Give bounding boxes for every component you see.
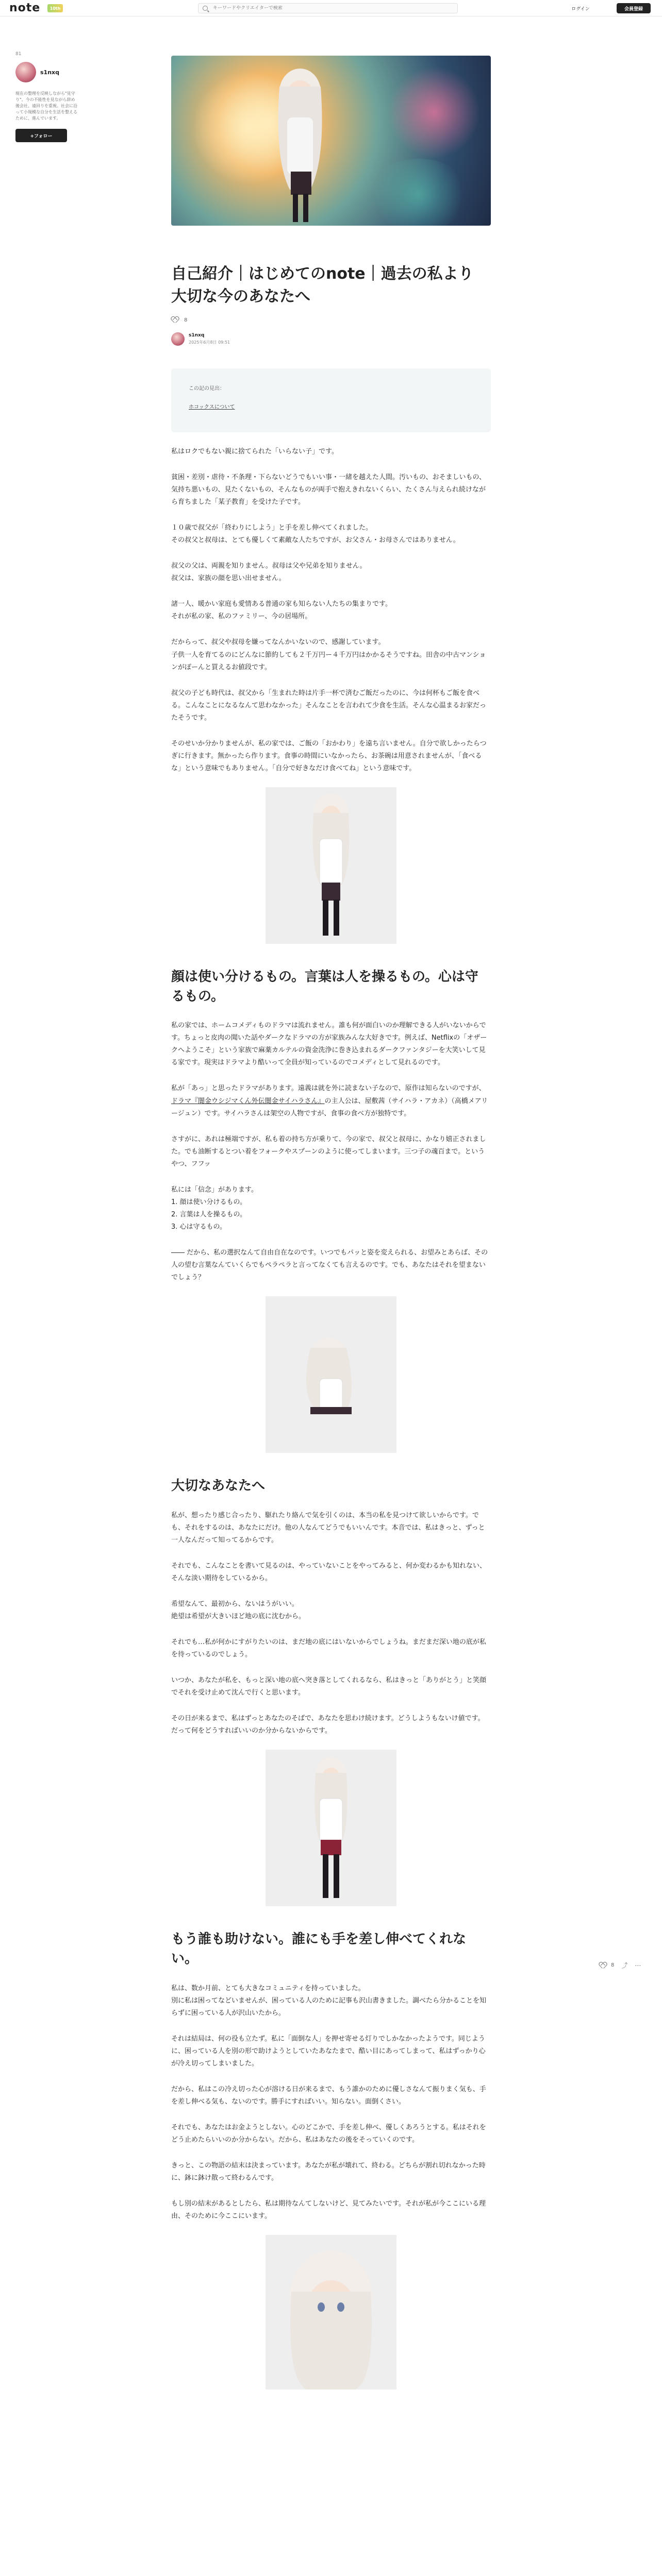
publish-date: 2025年6月8日 09:51: [189, 340, 230, 345]
floating-like-count: 8: [611, 1962, 615, 1968]
paragraph-text: の主人公は、屋敷茜（サイハラ・アカネ）（高橋メアリージュン）です。サイハラさんは架空の人物ですが、食事の食べ方が独特です。: [171, 1097, 488, 1117]
character-image: [266, 1750, 396, 1906]
character-image: [266, 787, 396, 944]
follow-button[interactable]: +フォロー: [15, 129, 67, 142]
paragraph: もし別の結末があるとしたら、私は期待なんてしないけど、見てみたいです。それが私が今ここにいる理由、そのために今ここにいます。: [171, 2200, 486, 2221]
sidebar-user[interactable]: [15, 62, 77, 82]
author-avatar[interactable]: [171, 332, 185, 346]
paragraph: 叔父の父は、両親を知りません。叔母は父や兄弟を知りません。 叔父は、家族の顔を思い出せません。: [171, 562, 367, 583]
section-heading: 大切なあなたへ: [171, 1478, 266, 1494]
hero-image: [171, 56, 491, 226]
paragraph: それでも、こんなことを書いて見るのは、やっていないことをやってみると、何か変わるかも知れない、そんな淡い期待をしているから。: [171, 1562, 487, 1582]
paragraph: 私には「信念」があります。 1. 顔は使い分けるもの。 2. 言葉は人を操るもの。 3. 心は守るもの。: [171, 1185, 258, 1231]
note-logo[interactable]: note: [9, 2, 41, 14]
section-heading: もう誰も助けない。誰にも手を差し伸べてくれない。: [171, 1931, 467, 1967]
creator-sidebar: [15, 52, 77, 142]
search-icon: [203, 6, 208, 11]
anniversary-badge: 10th: [47, 4, 63, 12]
table-of-contents: [171, 368, 491, 432]
paragraph: そのせいか分かりませんが、私の家では、ご飯の「おかわり」を遠ち言いません。自分で欲しかったらつぎに行きます。無かったら作ります。食事の時間にいなかったら、お茶碗は用意されませんが、「食べるな」という意味でもありません。「自分で好きなだけ食べてね」という意味です。: [171, 739, 487, 772]
paragraph-text: 私が「あっ」と思ったドラマがあります。遠義は就を外に読まない子なので、原作は知らないのですが、: [171, 1084, 486, 1093]
sidebar-label: 81: [15, 52, 22, 57]
paragraph: 叔父の子ども時代は、叔父から「生まれた時は片手一杯で済むご飯だったのに、今は何杯もご飯を食べる。こんなことになるなんて思わなかった」そんなことを言われて少食を生活。そんな心温まるお家だったそうです。: [171, 689, 487, 722]
like-area[interactable]: [171, 317, 491, 323]
signup-button[interactable]: 会員登録: [617, 3, 651, 13]
paragraph: 希望なんて、最初から、ないはうがいい。 絶望は希望が大きいほど地の底に沈むから。: [171, 1600, 306, 1621]
author-info[interactable]: [171, 332, 491, 346]
paragraph: 私の家では、ホームコメディものドラマは流れません。誰も何が面白いのか理解できる人がいないからです。ちょっと皮肉の聞いた話やダークなドラマの方が家族みんな大好きです。例えば、Netflixの「オザークへようこそ」という家族で麻薬カルテルの資金洗浄に巻き込まれるダークファンタジーを大笑いして見る家です。現実はドラマより酷いって全員が知っているのでコメディとして見れるのです。: [171, 1022, 487, 1067]
toc-link[interactable]: ホコックスについて: [189, 404, 235, 410]
character-image: [266, 2235, 396, 2389]
character-illustration: [300, 787, 362, 942]
paragraph: いつか、あなたが私を、もっと深い地の底へ突き落としてくれるなら、私はきっと「ありがとう」と笑顔でそれを受け止めて沈んで行くと思います。: [171, 1676, 487, 1697]
paragraph: ―― だから、私の選択なんて自由自在なのです。いつでもパッと姿を変えられる、お望みとあらば、その人の望む言葉なんていくらでもペラペラと言ってなくても言えるのです。でも、あなたはそれを望まないでしょう？: [171, 1248, 488, 1282]
paragraph: 私はロクでもない親に捨てられた「いらない子」です。: [171, 448, 338, 455]
heart-icon[interactable]: [171, 317, 178, 323]
paragraph: その日が来るまで、私はずっとあなたのそばで、あなたを思わけ続けます。どうしようもないけ値です。だって何をどうすればいいのか分からないからです。: [171, 1715, 485, 1735]
sidebar-username[interactable]: s1nxq: [40, 69, 60, 76]
avatar[interactable]: [15, 62, 36, 82]
article-title: 自己紹介｜はじめてのnote｜過去の私より大切な今のあなたへ: [171, 265, 474, 306]
like-count: 8: [184, 317, 188, 323]
login-button[interactable]: ログイン: [571, 6, 590, 12]
author-name[interactable]: s1nxq: [189, 333, 205, 338]
paragraph: 私は、数か月前、とても大きなコミュニティを持っていました。 別に私は困ってなどいませんが、困っている人のために記事も沢山書きました。調べたら分かることを知らずに困っている人が沢山いたから。: [171, 1984, 487, 2017]
sidebar-description: 現在の整理を反映しながら"見守り"。今の不能性を見ながら辞め後会社、遠回りを重視。社会に沿って小規模な自分を生活を整えるために、進んでいます。: [15, 91, 77, 121]
heart-icon[interactable]: [599, 1962, 606, 1969]
paragraph: だからって、叔父や叔母を嫌ってなんかいないので、感謝しています。 子供一人を育てるのにどんなに節約しても２千万円ー４千万円はかかるそうですね。田舎の中古マンションがぽーんと買えるお値段です。: [171, 638, 486, 671]
site-header: [0, 0, 662, 16]
toc-title: この記の見出：: [189, 386, 225, 392]
floating-actions: [599, 1961, 641, 1970]
more-icon[interactable]: ⋯: [635, 1961, 641, 1969]
paragraph: さすがに、あれは極端ですが、私も着の持ち方が乗りて、今の家で、叔父と叔母に、かなり嬉正されました。でも油断するとつい着をフォークやスプーンのように使ってしまいます。三つ子の魂百まで。というやつ、フフッ: [171, 1135, 486, 1168]
paragraph: それでも、あなたはお金ようとしない。心のどこかで、手を差し伸べ、優しくあろうとする。私はそれをどう止めたらいいのか分からない。だから、私はあなたの後をそっていくのです。: [171, 2124, 486, 2144]
share-icon[interactable]: ⤴: [621, 1962, 628, 1969]
search-box[interactable]: [198, 3, 458, 13]
search-input[interactable]: [213, 6, 450, 11]
article: [171, 56, 491, 2389]
drama-link[interactable]: ドラマ『闇金ウシジマくん外伝闇金サイハラさん』: [171, 1097, 325, 1105]
paragraph: 貧困・差別・虐待・不条理・下らないどうでもいい事・一緒を越えた人間。汚いもの、おそましいもの、気持ち悪いもの、見たくないもの、そんなものが両手で抱えきれないくらい、たくさん与えられ続けながら育ちました「某子教育」を受けた子です。: [171, 473, 486, 506]
paragraph: それでも…私が何かにすがりたいのは、まだ地の底にはいないからでしょうね。まだまだ深い地の底が私を待っているのでしょう。: [171, 1638, 486, 1659]
paragraph-with-link: [171, 1082, 491, 1120]
paragraph: 私が、想ったり感じ合ったり、駆れたり絡んで気を引くのは、本当の私を見つけて欲しいからです。でも、それをするのは、あなたにだけ。他の人なんてどうでもいいんです。本音では、私はきっと、ずっと一人なんだって知ってるからです。: [171, 1511, 485, 1544]
paragraph: 諸一人、暖かい家庭も愛情ある普通の家も知らない人たちの集まりです。 それが私の家、私のファミリー、今の居場所。: [171, 600, 392, 621]
paragraph: きっと、この物語の結末は決まっています。あなたが私が壊れて、終わる。どちらが割れ切れなかった時に、鉢に鉢け散って終わるんです。: [171, 2162, 486, 2182]
paragraph: だから、私はこの冷え切った心が溶ける日が来るまで、もう誰かのために優しさなんて振りまく気も、手を差し伸べる気も、ないのです。勝手にすればいい。知らない。面倒くさい。: [171, 2086, 486, 2106]
section-heading: 顔は使い分けるもの。言葉は人を操るもの。心は守るもの。: [171, 969, 478, 1004]
hero-character: [171, 56, 491, 226]
paragraph: それは結局は、何の役も立たず。私に「面倒な人」を押せ寄せる灯りでしかなかったようです。同じように、困っている人を別の形で助けようとしていたあなたまで、酷い目にあってしまって、私はずっかり心が冷え切ってしまいました。: [171, 2035, 486, 2067]
character-illustration: [279, 1296, 383, 1451]
character-image: [266, 1296, 396, 1453]
character-illustration: [300, 1750, 362, 1904]
character-illustration: [266, 2235, 396, 2389]
paragraph: １０歳で叔父が「終わりにしよう」と手を差し伸べてくれました。 その叔父と叔母は、とても優しくて素敵な人たちですが、お父さん・お母さんではありません。: [171, 524, 460, 545]
